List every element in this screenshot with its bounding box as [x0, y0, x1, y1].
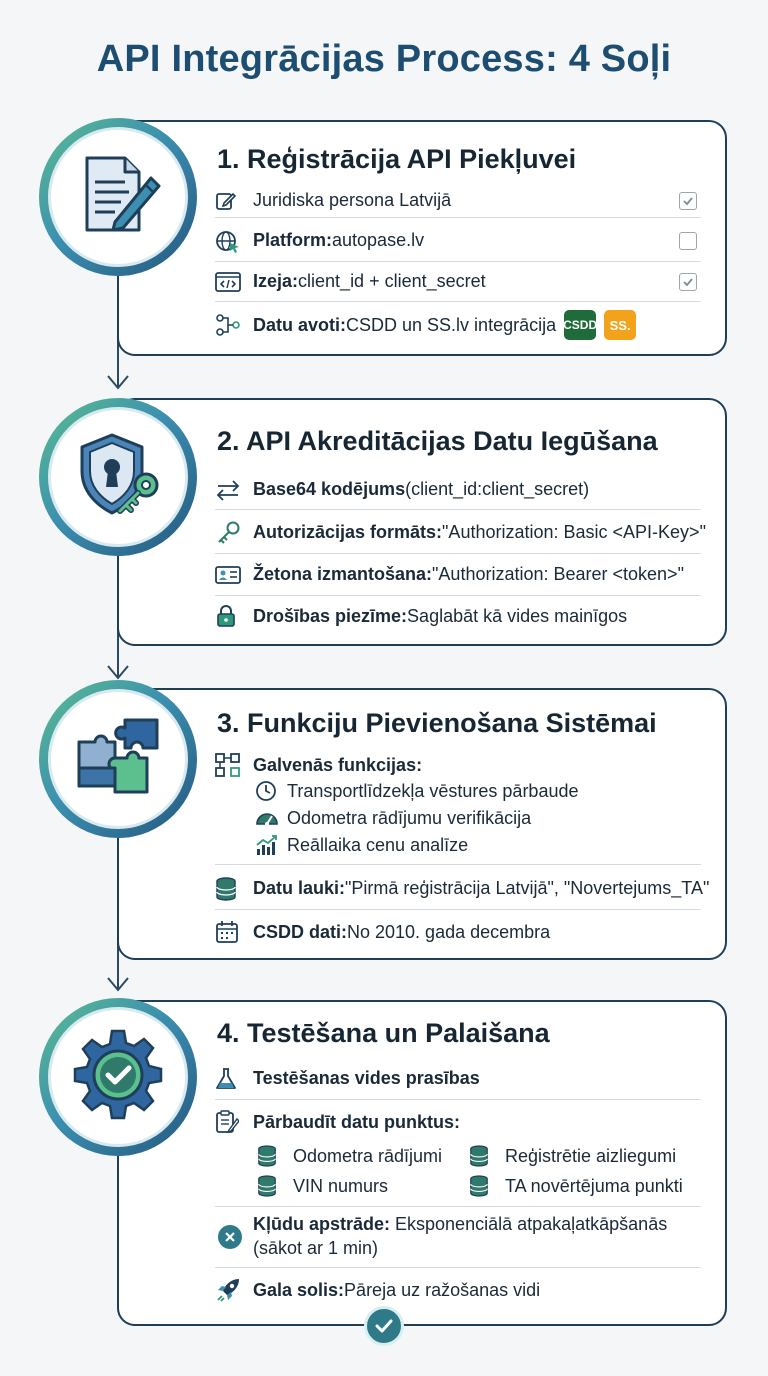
step-2-title: 2. API Akreditācijas Datu Iegūšana — [217, 426, 658, 456]
key-icon — [215, 521, 245, 545]
data-point-text: TA novērtējuma punkti — [505, 1175, 683, 1196]
swap-arrows-icon — [215, 478, 245, 502]
divider — [215, 1206, 701, 1207]
checkbox-checked[interactable] — [679, 192, 697, 210]
step-1-row-legal-entity — [215, 184, 701, 218]
rocket-icon — [215, 1278, 245, 1302]
divider — [215, 864, 701, 865]
data-point-restrictions — [469, 1142, 676, 1170]
row-text: "Pirmā reģistrācija Latvijā", "Novertejums_TA" — [345, 878, 710, 898]
step-4-points-header — [215, 1106, 701, 1138]
checkbox-checked[interactable] — [679, 273, 697, 291]
checkbox-unchecked[interactable] — [679, 232, 697, 250]
feature-item-price-analysis — [255, 832, 468, 858]
feature-text: Transportlīdzekļa vēstures pārbaude — [287, 780, 579, 801]
calendar-icon — [215, 920, 245, 944]
edit-icon — [215, 189, 245, 213]
csdd-badge: CSDD — [564, 310, 596, 340]
row-label: CSDD dati: — [253, 921, 347, 942]
step-1-row-output — [215, 262, 701, 302]
error-icon — [217, 1224, 243, 1255]
step-4-row-final — [215, 1270, 701, 1310]
step-3-badge — [39, 680, 197, 838]
step-1-badge — [39, 118, 197, 276]
step-2-row-token-usage — [215, 554, 701, 596]
error-label: Kļūdu apstrāde: — [253, 1214, 391, 1234]
flask-icon — [215, 1067, 245, 1091]
final-check-icon — [364, 1306, 404, 1346]
database-icon — [257, 1144, 283, 1168]
database-icon — [469, 1174, 495, 1198]
feature-item-history — [255, 778, 579, 804]
step-2-row-security-note — [215, 596, 701, 636]
step-3-title: 3. Funkciju Pievienošana Sistēmai — [217, 708, 657, 738]
id-card-icon — [215, 563, 245, 587]
globe-cursor-icon — [215, 229, 245, 253]
points-label: Pārbaudīt datu punktus: — [253, 1111, 460, 1132]
row-text: Juridiska persona Latvijā — [253, 190, 452, 210]
final-text: Pāreja uz ražošanas vidi — [344, 1279, 541, 1300]
step-1-row-data-sources — [215, 304, 701, 346]
data-point-text: Odometra rādījumi — [293, 1145, 443, 1166]
puzzle-icon — [73, 712, 163, 807]
step-2-badge — [39, 398, 197, 556]
step-3-row-csdd-data — [215, 912, 701, 952]
clock-icon — [255, 779, 281, 803]
feature-item-odometer — [255, 805, 531, 831]
step-4-row-error-handling — [215, 1212, 701, 1268]
step-1-row-platform — [215, 220, 701, 262]
row-text: "Authorization: Bearer <token>" — [432, 564, 684, 584]
data-point-vin — [257, 1172, 388, 1200]
row-label: Platform: — [253, 230, 333, 250]
feature-text: Reāllaika cenu analīze — [287, 834, 469, 855]
step-card-1 — [117, 120, 727, 356]
data-point-ta-score — [469, 1172, 683, 1200]
database-icon — [469, 1144, 495, 1168]
speedometer-icon — [255, 806, 281, 830]
features-label: Galvenās funkcijas: — [253, 754, 423, 775]
data-flow-icon — [215, 313, 245, 337]
row-label: Autorizācijas formāts: — [253, 522, 443, 542]
row-label: Base64 kodējums — [253, 479, 406, 499]
row-text: CSDD un SS.lv integrācija — [346, 314, 557, 335]
modules-icon — [215, 753, 245, 777]
feature-text: Odometra rādījumu verifikācija — [287, 807, 532, 828]
step-4-badge — [39, 998, 197, 1156]
row-label: Žetona izmantošana: — [253, 564, 433, 584]
data-point-text: Reģistrētie aizliegumi — [505, 1145, 677, 1166]
step-1-title: 1. Reģistrācija API Piekļuvei — [217, 144, 577, 174]
test-env-label: Testēšanas vides prasības — [253, 1068, 480, 1088]
step-card-2 — [117, 398, 727, 646]
step-3-features-header — [215, 750, 701, 780]
row-text: No 2010. gada decembra — [347, 921, 551, 942]
step-card-3 — [117, 688, 727, 960]
row-text: autopase.lv — [332, 230, 425, 250]
checklist-icon — [215, 1110, 245, 1134]
row-text: (client_id:client_secret) — [405, 479, 590, 499]
row-text: Saglabāt kā vides mainīgos — [407, 605, 628, 626]
document-pen-icon — [73, 150, 163, 245]
row-label: Datu lauki: — [253, 878, 346, 898]
row-label: Datu avoti: — [253, 314, 347, 335]
row-text: client_id + client_secret — [298, 271, 486, 291]
ss-badge: SS. — [604, 310, 636, 340]
page-title: API Integrācijas Process: 4 Soļi — [96, 38, 672, 80]
gear-check-icon — [68, 1025, 168, 1130]
database-icon — [215, 877, 245, 901]
step-card-4 — [117, 1000, 727, 1326]
row-text: "Authorization: Basic <API-Key>" — [442, 522, 706, 542]
chart-up-icon — [255, 833, 281, 857]
step-2-row-base64 — [215, 470, 701, 510]
row-label: Izeja: — [253, 271, 299, 291]
shield-key-icon — [72, 429, 164, 526]
code-window-icon — [215, 270, 245, 294]
step-4-title: 4. Testēšana un Palaišana — [217, 1018, 550, 1048]
step-3-row-data-fields — [215, 868, 710, 910]
lock-icon — [215, 604, 245, 628]
step-4-row-test-env — [215, 1058, 701, 1100]
data-point-odometer — [257, 1142, 442, 1170]
data-point-text: VIN numurs — [293, 1175, 389, 1196]
step-2-row-auth-format — [215, 512, 706, 554]
database-icon — [257, 1174, 283, 1198]
error-text: Eksponenciālā atpakaļatkāpšanās — [390, 1214, 668, 1234]
final-label: Gala solis: — [253, 1279, 345, 1300]
error-text-2: (sākot ar 1 min) — [253, 1238, 379, 1258]
row-label: Drošības piezīme: — [253, 605, 408, 626]
